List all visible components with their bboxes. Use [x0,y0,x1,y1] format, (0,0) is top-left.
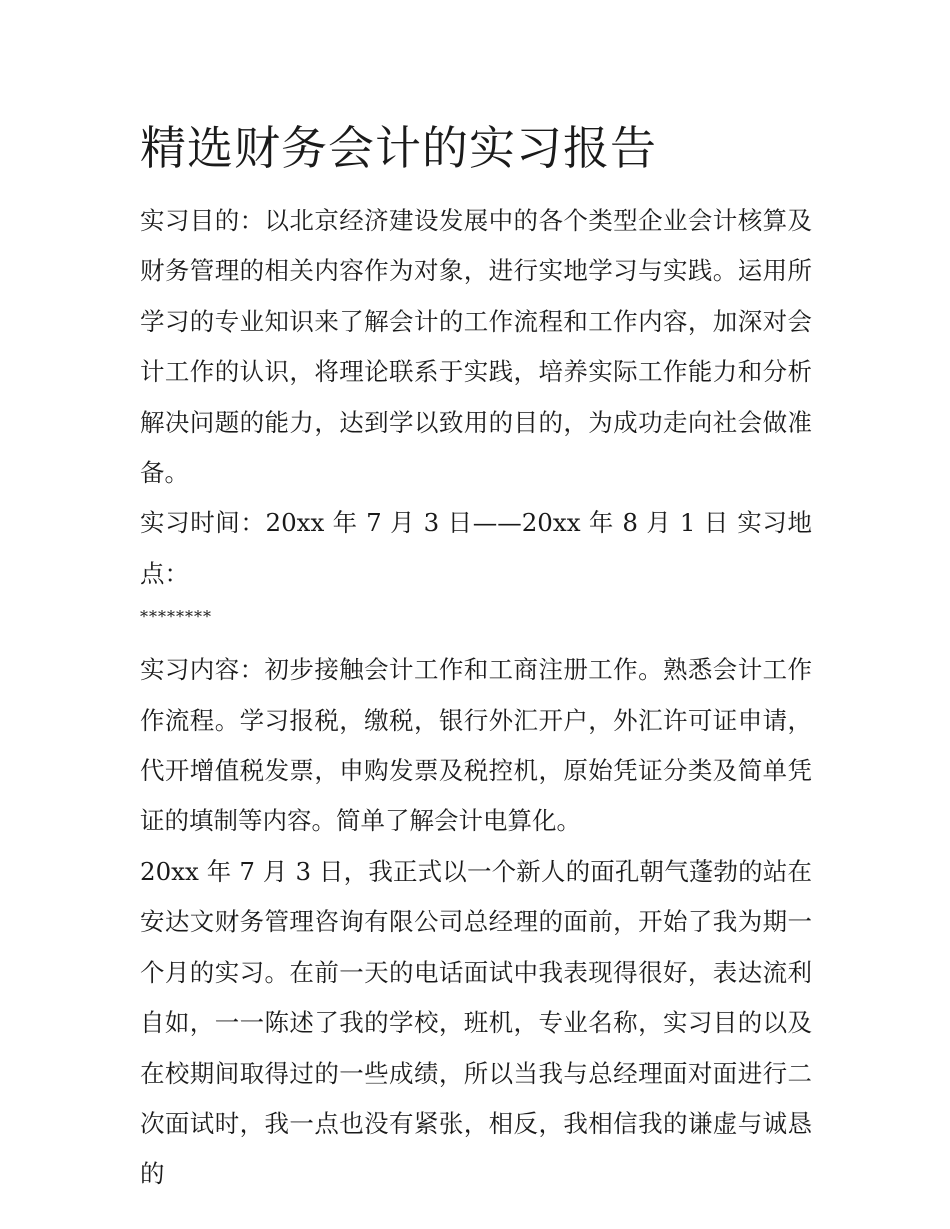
paragraph-content: 实习内容：初步接触会计工作和工商注册工作。熟悉会计工作作流程。学习报税，缴税，银行外汇开户，外汇许可证申请，代开增值税发票，申购发票及税控机，原始凭证分类及简单凭证的填制等内容。简单了解会计电算化。 [140,655,812,836]
document-page [140,118,812,1200]
paragraph-purpose: 实习目的：以北京经济建设发展中的各个类型企业会计核算及财务管理的相关内容作为对象，进行实地学习与实践。运用所学习的专业知识来了解会计的工作流程和工作内容，加深对会计工作的认识，将理论联系于实践，培养实际工作能力和分析解决问题的能力，达到学以致用的目的，为成功走向社会做准备。 [140,206,812,488]
document-title: 精选财务会计的实习报告 [140,121,657,175]
paragraph-narrative: 20xx 年 7 月 3 日，我正式以一个新人的面孔朝气蓬勃的站在安达文财务管理咨询有限公司总经理的面前，开始了我为期一个月的实习。在前一天的电话面试中我表现得很好，表达流利自如，一一陈述了我的学校，班机，专业名称，实习目的以及在校期间取得过的一些成绩，所以当我与总经理面对面进行二次面试时，我一点也没有紧张，相反，我相信我的谦虚与诚恳的 [140,856,812,1189]
place-value-masked: ******** [140,607,212,627]
paragraph-time-place: 实习时间：20xx 年 7 月 3 日——20xx 年 8 月 1 日 实习地点： [140,508,812,588]
